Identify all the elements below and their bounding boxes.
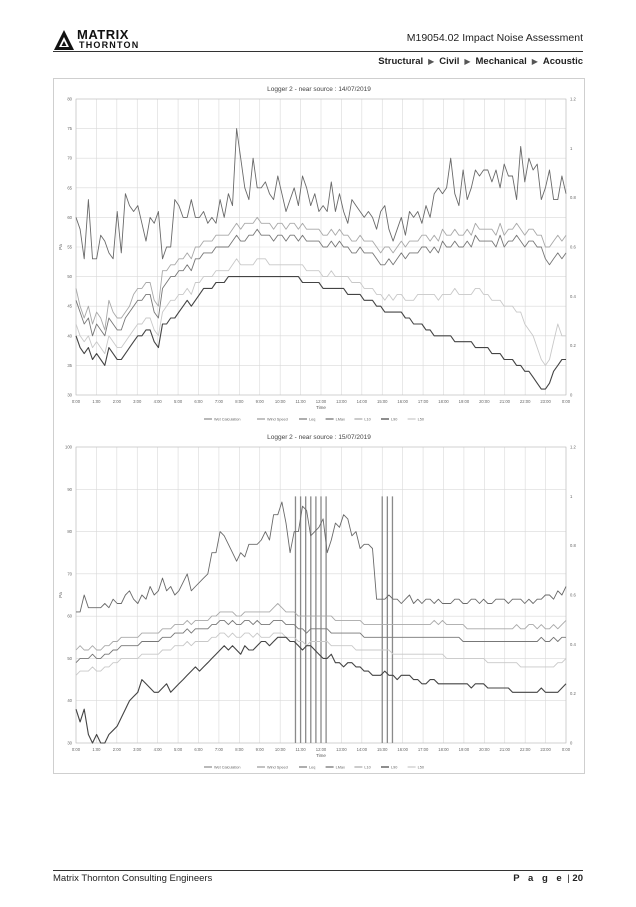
x-tick-label: 18:00 [438,399,449,404]
x-tick-label: 23:00 [540,747,551,752]
nav-item-structural: Structural [378,56,424,67]
y-tick-label: 50 [67,655,72,661]
x-tick-label: 2:00 [112,747,121,752]
x-tick-label: 0:00 [561,747,571,752]
y-tick-label: 30 [67,740,72,746]
y-tick-label: 80 [67,529,72,535]
logo-text-thornton: THORNTON [79,40,140,50]
page-number: 20 [572,873,583,884]
x-tick-label: 2:00 [112,399,121,404]
x-tick-label: 4:00 [153,399,162,404]
nav-item-mechanical: Mechanical [475,56,527,67]
chart-logger2-14-07-2019 [54,79,584,425]
x-tick-label: 10:00 [274,747,286,752]
y-axis-label: Pa [58,592,63,598]
y-tick-label: 90 [67,486,72,492]
legend-entry: Wind Speed [267,765,288,770]
x-tick-label: 8:00 [235,399,244,404]
y2-tick-label: 1 [570,493,573,499]
x-tick-label: 20:00 [479,399,490,404]
y-tick-label: 65 [67,185,72,191]
y2-tick-label: 0.4 [570,293,576,299]
discipline-nav [378,56,583,67]
footer-divider [53,870,583,871]
y-tick-label: 45 [67,303,72,309]
x-tick-label: 22:00 [519,399,531,404]
page-indicator [513,873,583,884]
y-tick-label: 60 [67,214,72,220]
y-tick-label: 75 [67,126,72,132]
x-tick-label: 9:00 [255,747,264,752]
x-tick-label: 12:00 [315,399,327,404]
x-tick-label: 23:00 [540,399,551,404]
page-label: P a g e [513,873,565,884]
x-tick-label: 11:00 [295,747,306,752]
nav-item-acoustic: Acoustic [542,56,583,67]
y-tick-label: 70 [67,155,72,161]
legend-entry: Leq [309,765,316,770]
legend-entry: L50 [417,417,424,422]
nav-item-civil: Civil [439,56,460,67]
x-tick-label: 6:00 [194,747,203,752]
x-tick-label: 8:00 [235,747,244,752]
legend-entry: L90 [391,765,398,770]
x-tick-label: 14:00 [356,747,368,752]
x-tick-label: 17:00 [417,399,429,404]
x-tick-label: 13:00 [336,747,347,752]
x-tick-label: 16:00 [397,399,408,404]
x-tick-label: 22:00 [519,747,531,752]
y-tick-label: 40 [67,333,72,339]
x-tick-label: 14:00 [356,399,368,404]
x-tick-label: 19:00 [458,747,470,752]
x-tick-label: 12:00 [315,747,327,752]
y-axis-label: Pa [58,244,63,250]
x-tick-label: 13:00 [336,399,347,404]
legend-entry: L10 [364,417,371,422]
legend-entry: L90 [391,417,398,422]
triangle-right-icon: ▶ [428,57,435,66]
x-tick-label: 7:00 [214,399,223,404]
y2-tick-label: 0.6 [570,592,576,598]
legend-entry: Wind Speed [267,417,288,422]
y2-tick-label: 0 [570,392,573,398]
x-axis-label: Time [316,753,326,758]
document-title: M19054.02 Impact Noise Assessment [406,32,583,44]
chart-title: Logger 2 - near source : 15/07/2019 [267,434,371,441]
x-tick-label: 15:00 [377,399,388,404]
y-tick-label: 40 [67,698,72,704]
x-tick-label: 6:00 [194,399,203,404]
y2-tick-label: 0.6 [570,244,576,250]
x-tick-label: 0:00 [71,747,81,752]
x-tick-label: 18:00 [438,747,449,752]
x-tick-label: 11:00 [295,399,306,404]
x-tick-label: 3:00 [133,399,142,404]
y-tick-label: 55 [67,244,72,250]
legend-entry: Leq [309,417,316,422]
y2-tick-label: 1.2 [570,444,576,450]
y2-tick-label: 1.2 [570,96,576,102]
x-tick-label: 5:00 [174,747,183,752]
footer-company: Matrix Thornton Consulting Engineers [53,873,213,884]
legend-entry: LMax [335,765,345,770]
x-tick-label: 1:00 [92,747,101,752]
x-tick-label: 21:00 [499,399,510,404]
x-tick-label: 15:00 [377,747,388,752]
x-tick-label: 0:00 [561,399,571,404]
triangle-right-icon: ▶ [531,57,538,66]
y-tick-label: 100 [65,444,72,450]
logo-text-matrix: MATRIX [77,27,129,42]
y2-tick-label: 0.4 [570,641,576,647]
x-tick-label: 3:00 [133,747,142,752]
y-tick-label: 70 [67,571,72,577]
y2-tick-label: 0.2 [570,343,576,349]
legend-entry: LMax [335,417,345,422]
x-tick-label: 4:00 [153,747,162,752]
x-tick-label: 17:00 [417,747,429,752]
chart-logger2-15-07-2019 [54,427,584,773]
x-tick-label: 1:00 [92,399,101,404]
y2-tick-label: 0.8 [570,195,576,201]
y2-tick-label: 1 [570,145,573,151]
y-tick-label: 80 [67,96,72,102]
x-axis-label: Time [316,405,326,410]
y2-tick-label: 0 [570,740,573,746]
legend-entry: Wet Calculation [214,765,241,770]
x-tick-label: 5:00 [174,399,183,404]
y-tick-label: 35 [67,362,72,368]
y-tick-label: 30 [67,392,72,398]
chart-title: Logger 2 - near source : 14/07/2019 [267,86,371,93]
logo-mark-icon [53,29,75,51]
legend-entry: L10 [364,765,371,770]
x-tick-label: 10:00 [274,399,286,404]
x-tick-label: 7:00 [214,747,223,752]
legend-entry: L50 [417,765,424,770]
y-tick-label: 60 [67,613,72,619]
page-separator: | [567,873,570,884]
charts-panel [53,78,585,774]
x-tick-label: 20:00 [479,747,490,752]
x-tick-label: 19:00 [458,399,470,404]
x-tick-label: 16:00 [397,747,408,752]
x-tick-label: 0:00 [71,399,81,404]
triangle-right-icon: ▶ [464,57,471,66]
header-divider [53,51,583,52]
y2-tick-label: 0.2 [570,691,576,697]
y2-tick-label: 0.8 [570,543,576,549]
legend-entry: Wet Calculation [214,417,241,422]
y-tick-label: 50 [67,274,72,280]
x-tick-label: 21:00 [499,747,510,752]
x-tick-label: 9:00 [255,399,264,404]
